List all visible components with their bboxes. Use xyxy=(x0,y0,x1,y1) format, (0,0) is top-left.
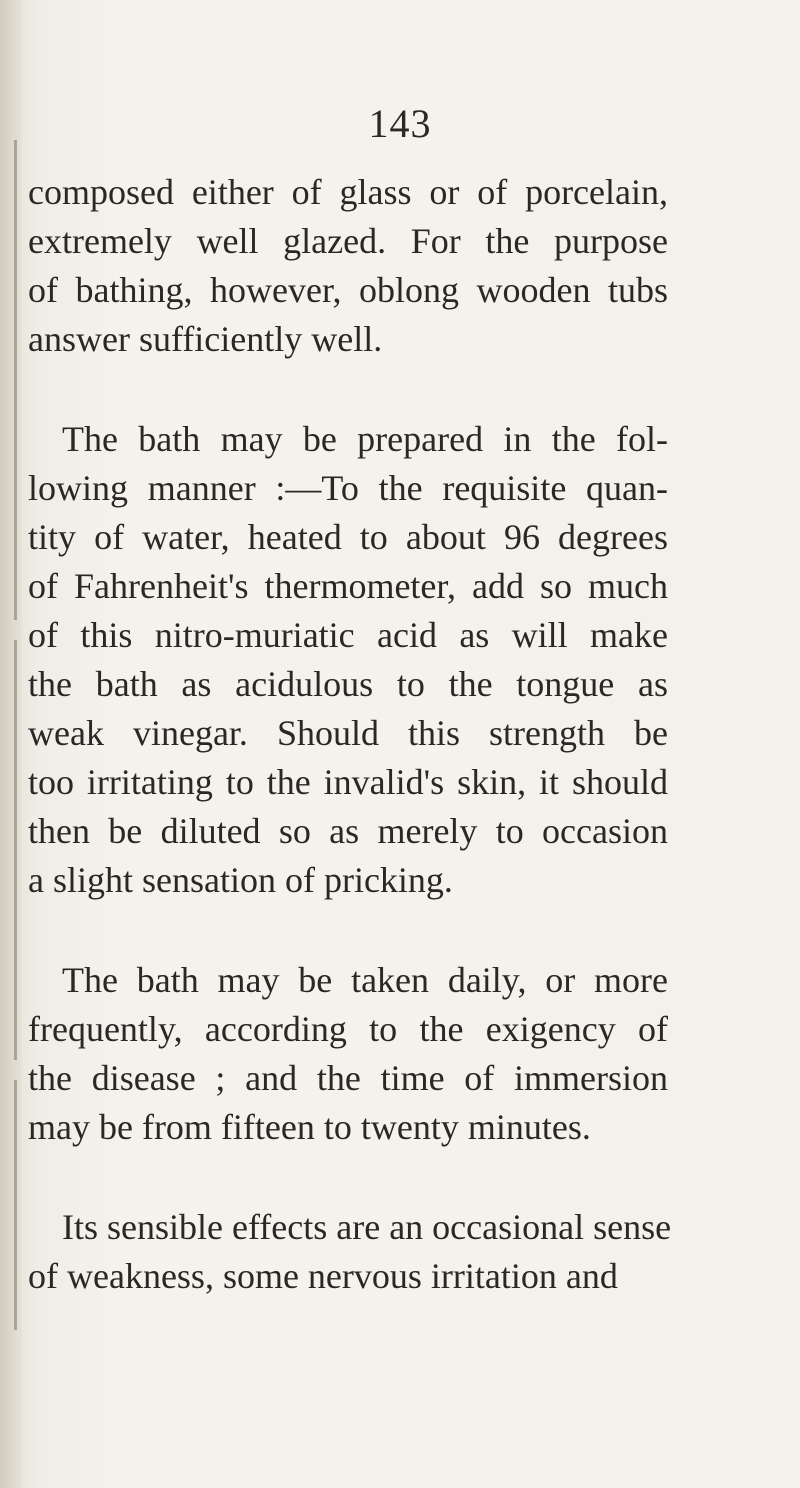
page-number: 143 xyxy=(368,101,432,146)
paragraph xyxy=(28,1203,672,1301)
text-line: frequently, according to the exigency of xyxy=(28,1009,668,1049)
text-line: The bath may be prepared in the fol- xyxy=(62,419,668,459)
text-line: too irritating to the invalid's skin, it should xyxy=(28,762,668,802)
text-line: the bath as acidulous to the tongue as xyxy=(28,664,668,704)
text-line: answer sufficiently well. xyxy=(28,319,383,359)
text-line: The bath may be taken daily, or more xyxy=(62,960,668,1000)
text-line: extremely well glazed. For the purpose xyxy=(28,221,668,261)
text-line: then be diluted so as merely to occasion xyxy=(28,811,668,851)
paragraph xyxy=(28,956,668,1152)
text-line: of Fahrenheit's thermometer, add so much xyxy=(28,566,668,606)
text-line: tity of water, heated to about 96 degrees xyxy=(28,517,668,557)
gutter-shadow-line xyxy=(14,1080,17,1330)
paragraph xyxy=(28,168,668,364)
text-line: of weakness, some nervous irritation and xyxy=(28,1256,618,1296)
gutter-shadow-line xyxy=(14,640,17,1060)
text-line: weak vinegar. Should this strength be xyxy=(28,713,668,753)
text-line: lowing manner :—To the requisite quan- xyxy=(28,468,668,508)
text-line: of this nitro-muriatic acid as will make xyxy=(28,615,668,655)
gutter-shadow-line xyxy=(14,140,17,620)
text-line: a slight sensation of pricking. xyxy=(28,860,453,900)
text-line: Its sensible effects are an occasional sense xyxy=(62,1207,672,1247)
text-line: of bathing, however, oblong wooden tubs xyxy=(28,270,668,310)
text-line: the disease ; and the time of immersion xyxy=(28,1058,668,1098)
body-text xyxy=(28,168,672,1301)
text-line: composed either of glass or of porcelain, xyxy=(28,172,668,212)
text-line: may be from fifteen to twenty minutes. xyxy=(28,1107,591,1147)
paragraph xyxy=(28,415,668,905)
page-gutter xyxy=(0,0,22,1488)
